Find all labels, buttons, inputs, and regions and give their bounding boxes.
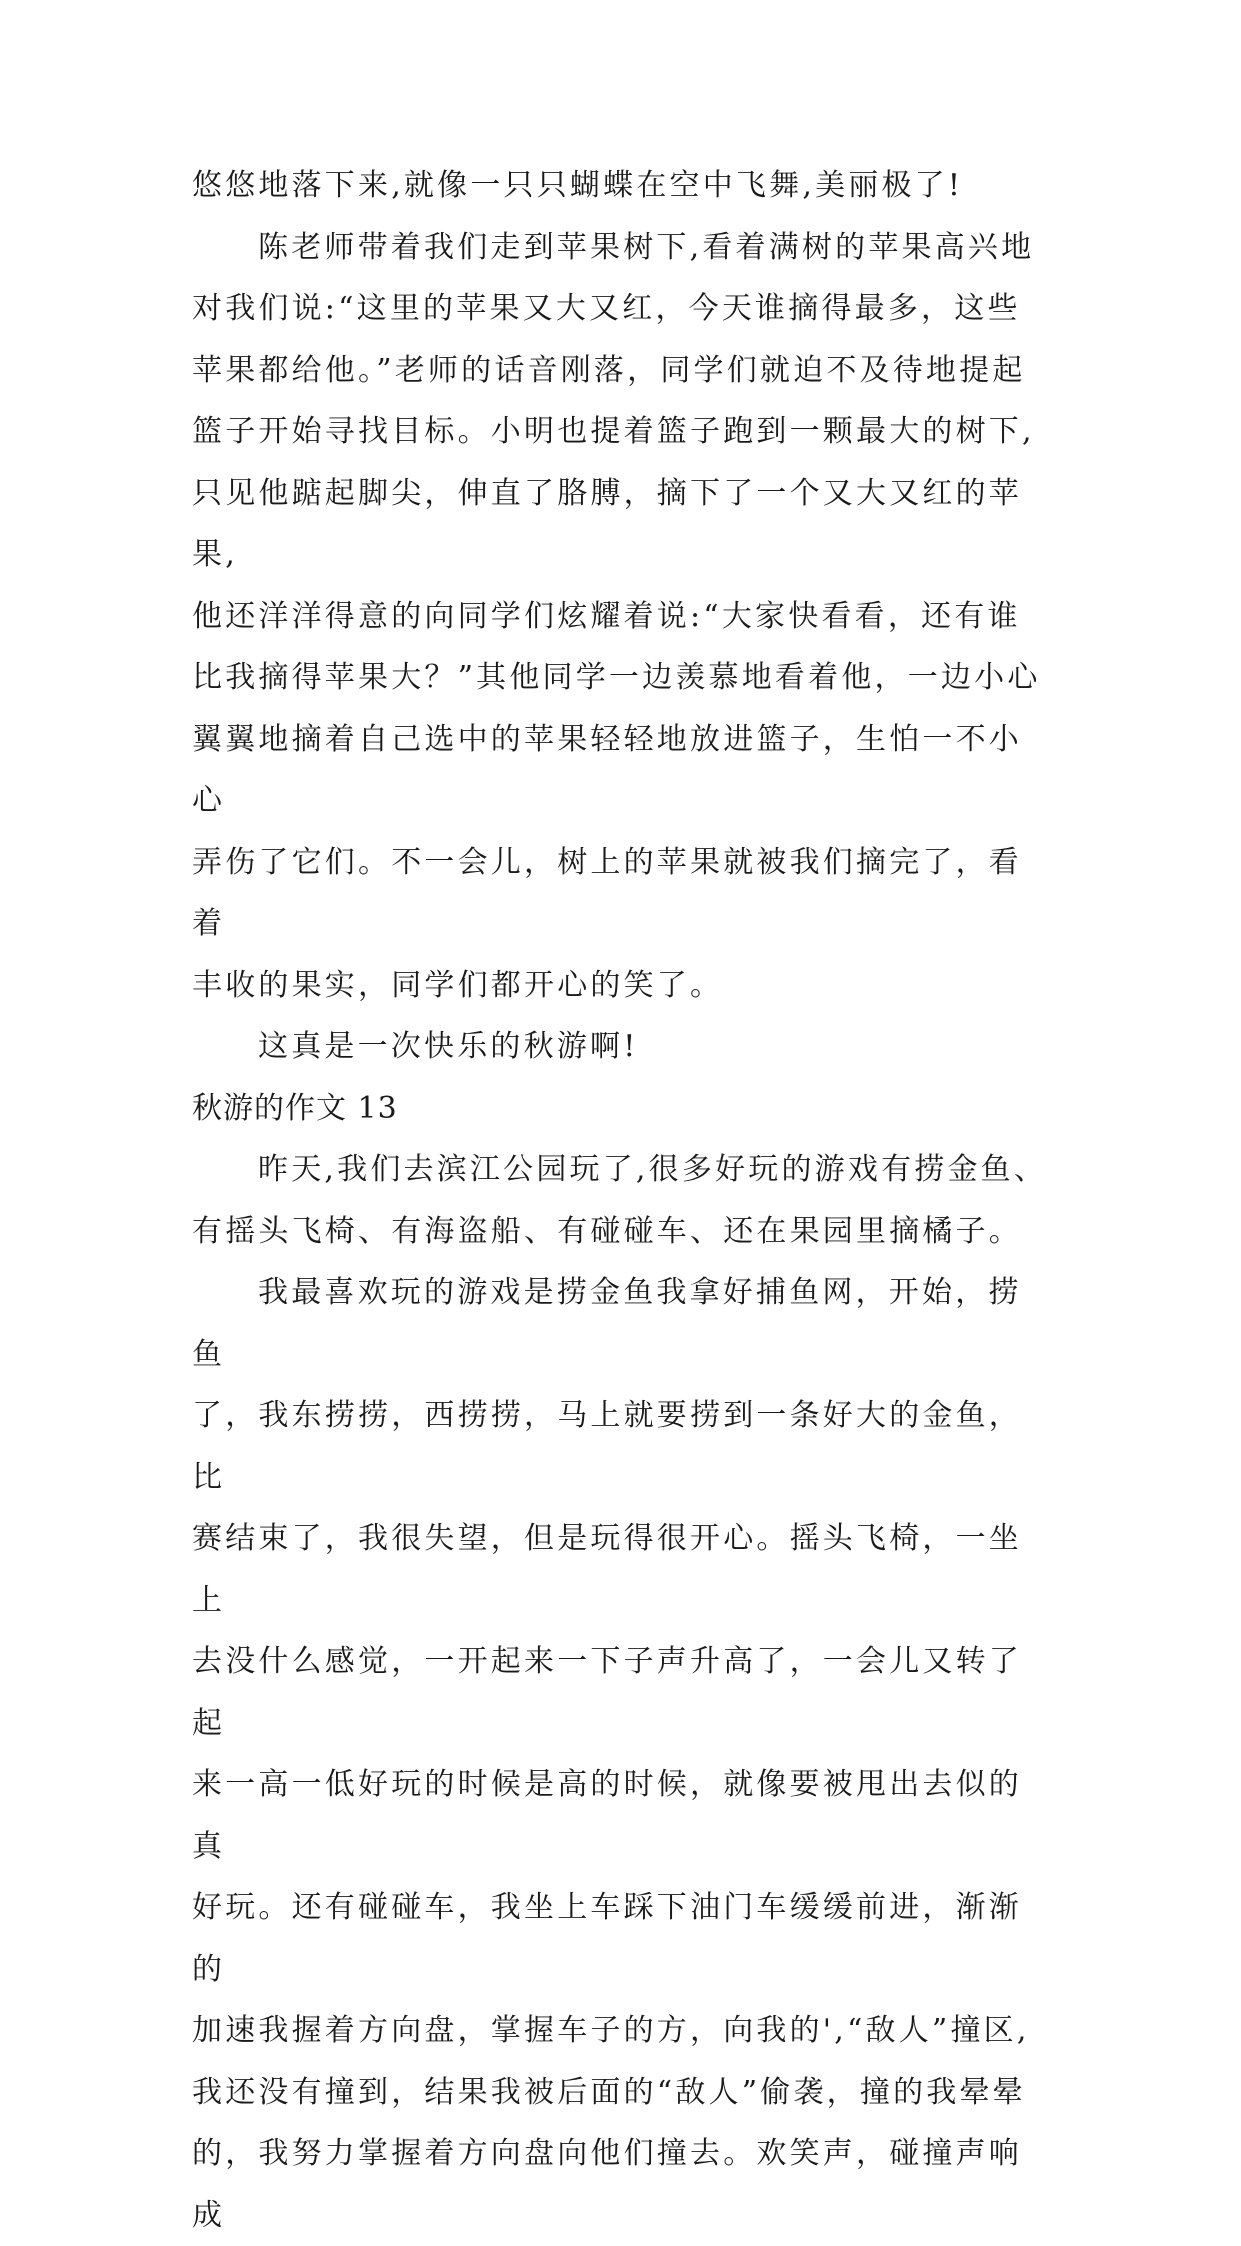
paragraph-closing: 这真是一次快乐的秋游啊!: [258, 1029, 639, 1064]
document-body: [192, 155, 1052, 2246]
paragraph-continuation: 悠悠地落下来,就像一只只蝴蝶在空中飞舞,美丽极了!: [192, 168, 964, 203]
essay-heading: 秋游的作文 13: [192, 1090, 398, 1126]
paragraph-games: 我最喜欢玩的游戏是捞金鱼我拿好捕鱼网，开始，捞鱼 了，我东捞捞，西捞捞，马上就要捞到一条好大的金鱼，比 赛结束了，我很失望，但是玩得很开心。摇头飞椅，一坐上 去没什么感觉，一开起来一下子声升高了，一会儿又转了起 来一高一低好玩的时候是高的时候，就像要被甩出去似的真 好玩。还有碰碰车，我坐上车踩下油门车缓缓前进，渐渐的 加速我握着方向盘，掌握车子的方，向我的',“敌人”撞区, 我还没有撞到，结果我被后面的“敌人”偷袭，撞的我晕晕 的，我努力掌握着方向盘向他们撞去。欢笑声，碰撞声响成: [192, 1275, 1030, 2233]
paragraph-park-visit: 昨天,我们去滨江公园玩了,很多好玩的游戏有捞金鱼、 有摇头飞椅、有海盗船、有碰碰车、还在果园里摘橘子。: [192, 1152, 1048, 1249]
paragraph-apple-picking: 陈老师带着我们走到苹果树下,看着满树的苹果高兴地 对我们说:“这里的苹果又大又红，今天谁摘得最多，这些 苹果都给他。”老师的话音刚落，同学们就迫不及待地提起 篮子开始寻找目标。小明也提着篮子跑到一颗最大的树下, 只见他踮起脚尖，伸直了胳膊，摘下了一个又大又红的苹果, 他还洋洋得意的向同学们炫耀着说:“大家快看看，还有谁 比我摘得苹果大？”其他同学一边羡慕地看着他，一边小心 翼翼地摘着自己选中的苹果轻轻地放进篮子，生怕一不小心 弄伤了它们。不一会儿，树上的苹果就被我们摘完了，看着 丰收的果实，同学们都开心的笑了。: [192, 229, 1041, 1003]
